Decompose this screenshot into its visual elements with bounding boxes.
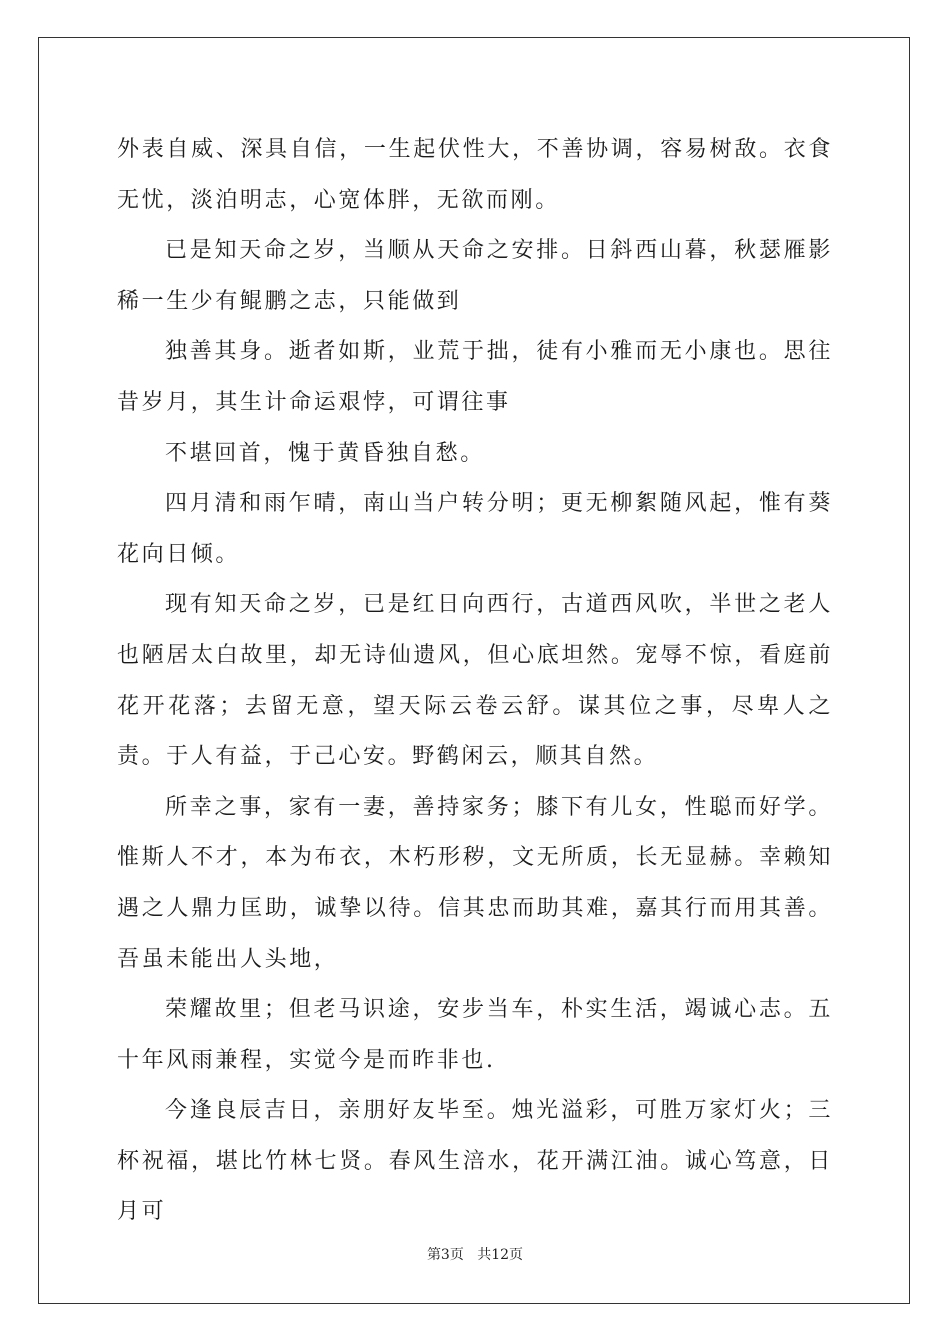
page-number: 第3页	[426, 1247, 464, 1263]
paragraph-8: 荣耀故里；但老马识途，安步当车，朴实生活，竭诚心志。五十年风雨兼程，实觉今是而昨非也.	[117, 997, 833, 1073]
paragraph-7: 所幸之事，家有一妻，善持家务；膝下有儿女，性聪而好学。惟斯人不才，本为布衣，木朽形秽，文无所质，长无显赫。幸赖知遇之人鼎力匡助，诚挚以待。信其忠而助其难，嘉其行而用其善。吾虽未能出人头地，	[117, 794, 833, 972]
paragraph-2: 已是知天命之岁，当顺从天命之安排。日斜西山暮，秋瑟雁影稀一生少有鲲鹏之志，只能做到	[117, 238, 833, 314]
paragraph-3: 独善其身。逝者如斯，业荒于拙，徒有小雅而无小康也。思往昔岁月，其生计命运艰悖，可谓往事	[117, 339, 833, 415]
paragraph-6: 现有知天命之岁，已是红日向西行，古道西风吹，半世之老人也陋居太白故里，却无诗仙遗风，但心底坦然。宠辱不惊，看庭前花开花落；去留无意，望天际云卷云舒。谋其位之事，尽卑人之责。于人有益，于己心安。野鹤闲云，顺其自然。	[117, 592, 833, 770]
paragraph-9: 今逢良辰吉日，亲朋好友毕至。烛光溢彩，可胜万家灯火；三杯祝福，堪比竹林七贤。春风生涪水，花开满江油。诚心笃意，日月可	[117, 1098, 833, 1225]
paragraph-1: 外表自威、深具自信，一生起伏性大，不善协调，容易树敌。衣食无忧，淡泊明志，心宽体胖，无欲而刚。	[117, 137, 833, 213]
page-footer	[0, 1244, 950, 1264]
paragraph-5: 四月清和雨乍晴，南山当户转分明；更无柳絮随风起，惟有葵花向日倾。	[117, 491, 833, 567]
page-total: 共12页	[477, 1247, 524, 1263]
paragraph-4: 不堪回首，愧于黄昏独自愁。	[165, 440, 485, 466]
document-body	[117, 125, 833, 1238]
